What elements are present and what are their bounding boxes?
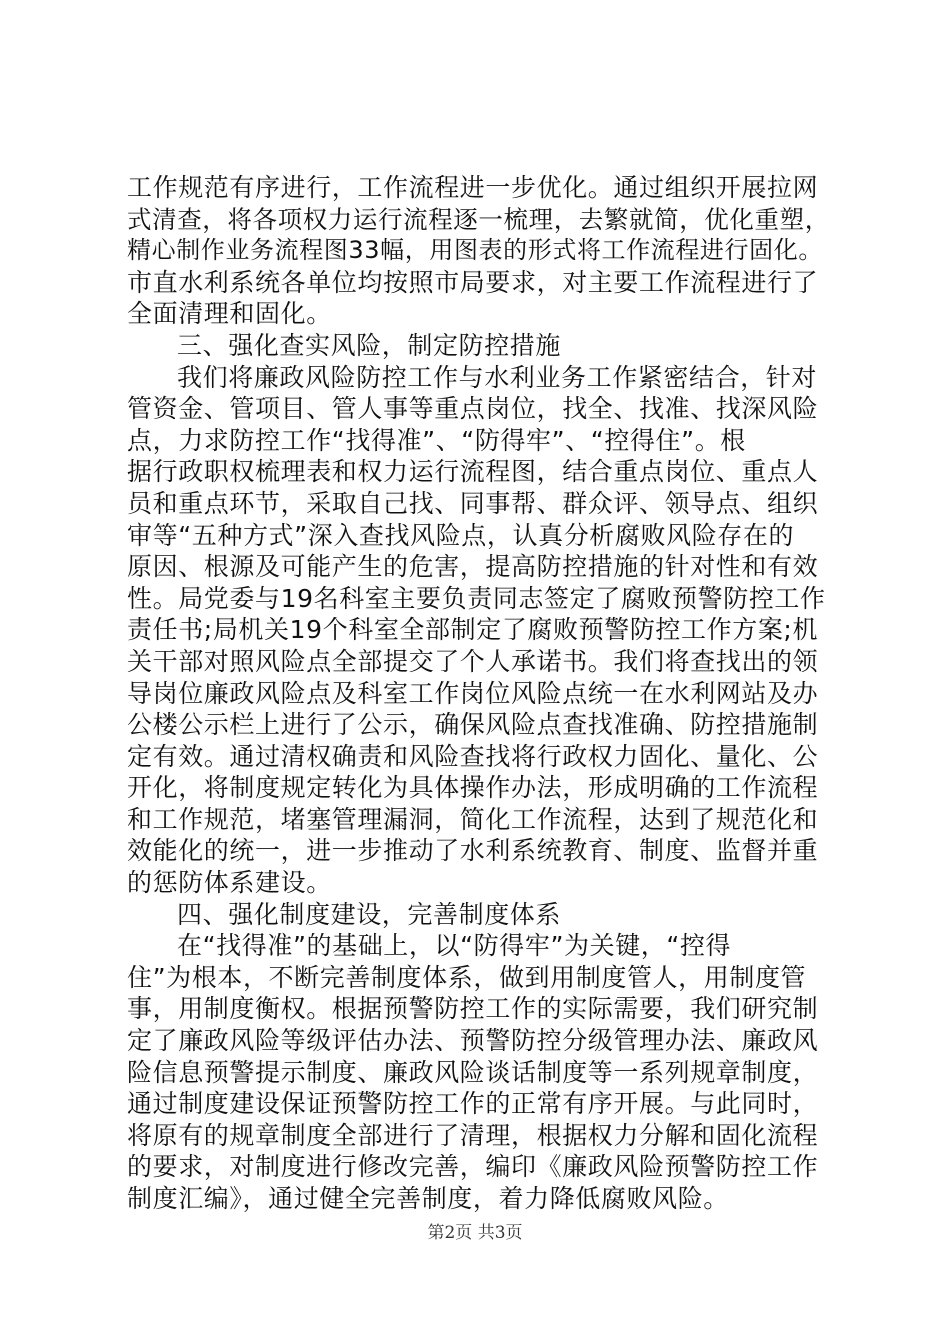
text-line: 的要求，对制度进行修改完善，编印《廉政风险预警防控工作	[127, 1152, 819, 1182]
text-line: 定了廉政风险等级评估办法、预警防控分级管理办法、廉政风	[127, 1026, 819, 1056]
text-line: 责任书;局机关19个科室全部制定了腐败预警防控工作方案;机	[127, 615, 819, 645]
text-line: 通过制度建设保证预警防控工作的正常有序开展。与此同时，	[127, 1089, 819, 1119]
text-line: 住”为根本，不断完善制度体系，做到用制度管人，用制度管	[127, 962, 807, 992]
text-line: 审等“五种方式”深入查找风险点，认真分析腐败风险存在的	[127, 520, 795, 550]
text-line: 全面清理和固化。	[127, 299, 332, 329]
text-line: 事，用制度衡权。根据预警防控工作的实际需要，我们研究制	[127, 994, 819, 1024]
section-heading: 四、强化制度建设，完善制度体系	[177, 899, 562, 929]
text-line: 员和重点环节，采取自己找、同事帮、群众评、领导点、组织	[127, 488, 819, 518]
section-heading: 三、强化查实风险，制定防控措施	[177, 330, 562, 360]
text-line: 市直水利系统各单位均按照市局要求，对主要工作流程进行了	[127, 267, 819, 297]
text-line: 开化，将制度规定转化为具体操作办法，形成明确的工作流程	[127, 773, 819, 803]
text-line: 工作规范有序进行，工作流程进一步优化。通过组织开展拉网	[127, 173, 819, 202]
text-line: 我们将廉政风险防控工作与水利业务工作紧密结合，针对	[177, 362, 818, 392]
text-line: 原因、根源及可能产生的危害，提高防控措施的针对性和有效	[127, 552, 819, 582]
text-line: 险信息预警提示制度、廉政风险谈话制度等一系列规章制度，	[127, 1057, 819, 1087]
text-line: 将原有的规章制度全部进行了清理，根据权力分解和固化流程	[127, 1120, 819, 1150]
text-line: 和工作规范，堵塞管理漏洞，简化工作流程，达到了规范化和	[127, 804, 819, 834]
text-line: 公楼公示栏上进行了公示，确保风险点查找准确、防控措施制	[127, 710, 819, 740]
text-line: 定有效。通过清权确责和风险查找将行政权力固化、量化、公	[127, 741, 819, 771]
text-line: 导岗位廉政风险点及科室工作岗位风险点统一在水利网站及办	[127, 678, 819, 708]
text-line: 管资金、管项目、管人事等重点岗位，找全、找准、找深风险	[127, 394, 819, 424]
text-line: 式清查，将各项权力运行流程逐一梳理，去繁就简，优化重塑，	[127, 204, 830, 234]
text-line: 据行政职权梳理表和权力运行流程图，结合重点岗位、重点人	[127, 457, 819, 487]
text-line: 的惩防体系建设。	[127, 868, 332, 898]
page-footer: 第2页 共3页	[427, 1223, 523, 1243]
text-line: 在“找得准”的基础上，以“防得牢”为关键，“控得	[177, 931, 732, 961]
text-line: 性。局党委与19名科室主要负责同志签定了腐败预警防控工作	[127, 583, 826, 613]
text-line: 点，力求防控工作“找得准”、“防得牢”、“控得住”。根	[127, 425, 746, 455]
text-line: 关干部对照风险点全部提交了个人承诺书。我们将查找出的领	[127, 646, 819, 676]
text-line: 制度汇编》，通过健全完善制度，着力降低腐败风险。	[127, 1184, 729, 1213]
document-body	[127, 172, 833, 1215]
text-line: 效能化的统一，进一步推动了水利系统教育、制度、监督并重	[127, 836, 819, 866]
text-line: 精心制作业务流程图33幅，用图表的形式将工作流程进行固化。	[127, 236, 823, 265]
